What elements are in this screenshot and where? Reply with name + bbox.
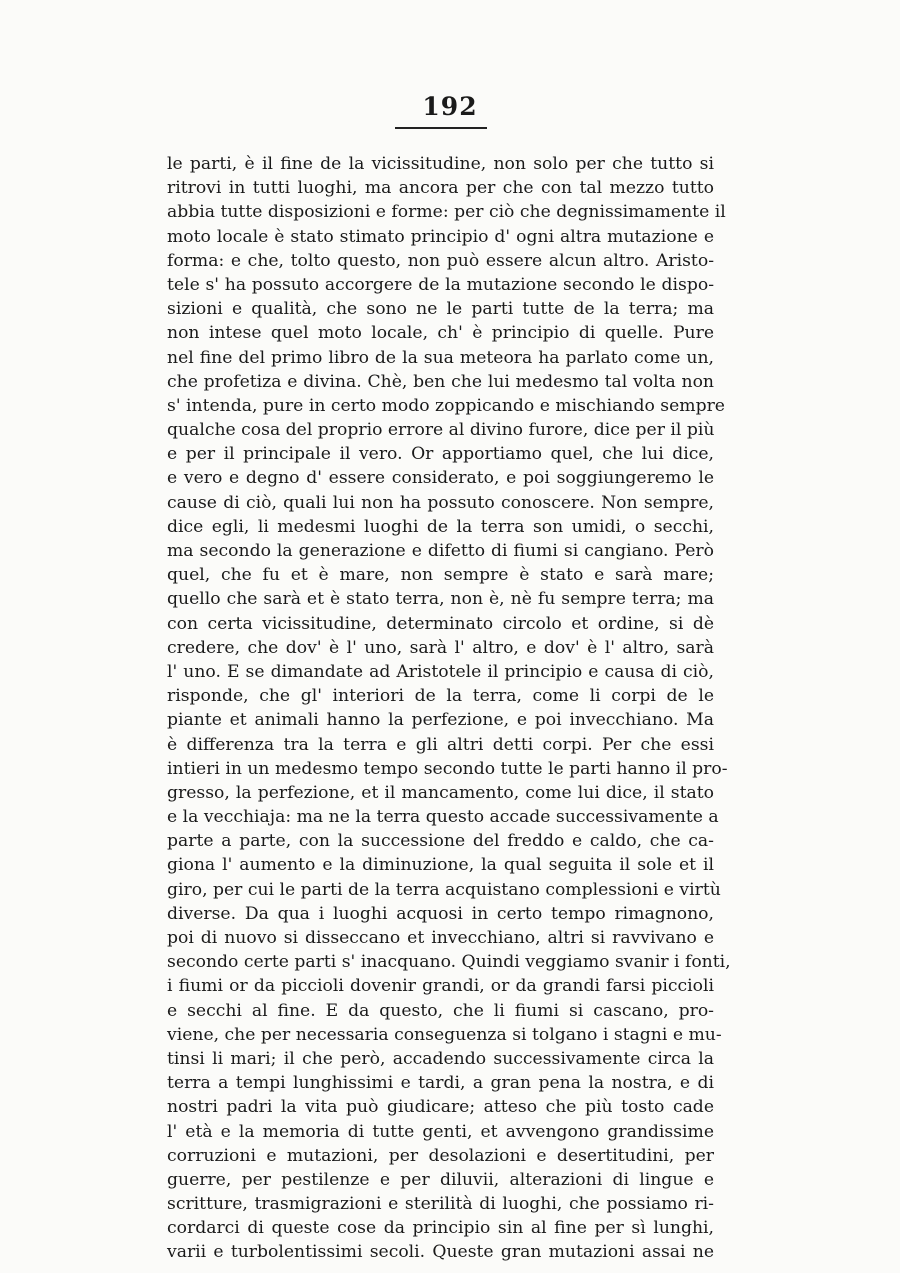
text-line: non intese quel moto locale, ch' è principio di quelle. Pure (167, 323, 714, 344)
text-line: e per il principale il vero. Or apportiamo quel, che lui dice, (167, 444, 714, 465)
text-line: con certa vicissitudine, determinato circolo et ordine, si dè (167, 613, 714, 634)
text-line: abbia tutte disposizioni e forme: per ciò che degnissimamente il (167, 202, 726, 223)
text-line: l' età e la memoria di tutte genti, et avvengono grandissime (167, 1121, 714, 1142)
text-line: ritrovi in tutti luoghi, ma ancora per che con tal mezzo tutto (167, 178, 714, 199)
text-line: gresso, la perfezione, et il mancamento, come lui dice, il stato (167, 782, 714, 803)
text-line: l' uno. E se dimandate ad Aristotele il principio e causa di ciò, (167, 661, 714, 682)
page-number: 192 (422, 92, 478, 121)
text-line: e la vecchiaja: ma ne la terra questo accade successivamente a (167, 807, 719, 828)
text-line: tele s' ha possuto accorgere de la mutazione secondo le dispo- (167, 274, 714, 295)
text-line: i fiumi or da piccioli dovenir grandi, or da grandi farsi piccioli (167, 976, 714, 997)
text-line: quel, che fu et è mare, non sempre è stato e sarà mare; (167, 565, 714, 586)
text-line: piante et animali hanno la perfezione, e poi invecchiano. Ma (167, 710, 714, 731)
text-line: ma secondo la generazione e difetto di fiumi si cangiano. Però (167, 541, 714, 561)
text-line: diverse. Da qua i luoghi acquosi in certo tempo rimagnono, (167, 903, 714, 924)
text-line: cordarci di queste cose da principio sin al fine per sì lunghi, (167, 1218, 714, 1239)
text-line: poi di nuovo si disseccano et invecchiano, altri si ravvivano e (167, 928, 714, 948)
text-line: moto locale è stato stimato principio d' ogni altra mutazione e (167, 226, 714, 247)
text-line: e vero e degno d' essere considerato, e poi soggiungeremo le (167, 468, 714, 489)
text-line: dice egli, li medesmi luoghi de la terra son umidi, o secchi, (167, 516, 714, 537)
text-line: le parti, è il fine de la vicissitudine, non solo per che tutto si (167, 154, 714, 174)
text-line: quello che sarà et è stato terra, non è, nè fu sempre terra; ma (167, 589, 714, 610)
text-line: credere, che dov' è l' uno, sarà l' altro, e dov' è l' altro, sarà (167, 637, 714, 658)
text-line: giona l' aumento e la diminuzione, la qual seguita il sole et il (167, 855, 714, 876)
text-line: sizioni e qualità, che sono ne le parti tutte de la terra; ma (167, 299, 714, 320)
text-line: è differenza tra la terra e gli altri detti corpi. Per che essi (167, 734, 714, 755)
text-line: s' intenda, pure in certo modo zoppicando e mischiando sempre (167, 395, 725, 416)
text-line: varii e turbolentissimi secoli. Queste gran mutazioni assai ne (167, 1242, 714, 1263)
text-line: guerre, per pestilenze e per diluvii, alterazioni di lingue e (167, 1169, 714, 1190)
text-line: parte a parte, con la successione del freddo e caldo, che ca- (167, 831, 714, 852)
text-line: secondo certe parti s' inacquano. Quindi veggiamo svanir i fonti, (167, 952, 731, 973)
text-line: qualche cosa del proprio errore al divino furore, dice per il più (167, 420, 715, 441)
text-line: tinsi li mari; il che però, accadendo successivamente circa la (167, 1048, 714, 1069)
body-text (167, 152, 731, 1265)
text-line: nostri padri la vita può giudicare; atteso che più tosto cade (167, 1097, 714, 1118)
text-line: forma: e che, tolto questo, non può essere alcun altro. Aristo- (167, 250, 714, 271)
text-line: scritture, trasmigrazioni e sterilità di luoghi, che possiamo ri- (167, 1194, 714, 1215)
text-line: viene, che per necessaria conseguenza si tolgano i stagni e mu- (167, 1024, 722, 1045)
text-line: cause di ciò, quali lui non ha possuto conoscere. Non sempre, (167, 492, 714, 513)
text-line: risponde, che gl' interiori de la terra, come li corpi de le (167, 686, 714, 707)
text-line: corruzioni e mutazioni, per desolazioni e desertitudini, per (167, 1145, 714, 1166)
text-line: giro, per cui le parti de la terra acquistano complessioni e virtù (167, 879, 721, 900)
text-line: terra a tempi lunghissimi e tardi, a gran pena la nostra, e di (167, 1073, 714, 1094)
text-line: intieri in un medesmo tempo secondo tutte le parti hanno il pro- (167, 758, 728, 779)
text-line: nel fine del primo libro de la sua meteora ha parlato come un, (167, 347, 714, 368)
text-line: e secchi al fine. E da questo, che li fiumi si cascano, pro- (167, 1000, 714, 1021)
text-line: che profetiza e divina. Chè, ben che lui medesmo tal volta non (167, 371, 714, 392)
header-rule (395, 127, 487, 129)
